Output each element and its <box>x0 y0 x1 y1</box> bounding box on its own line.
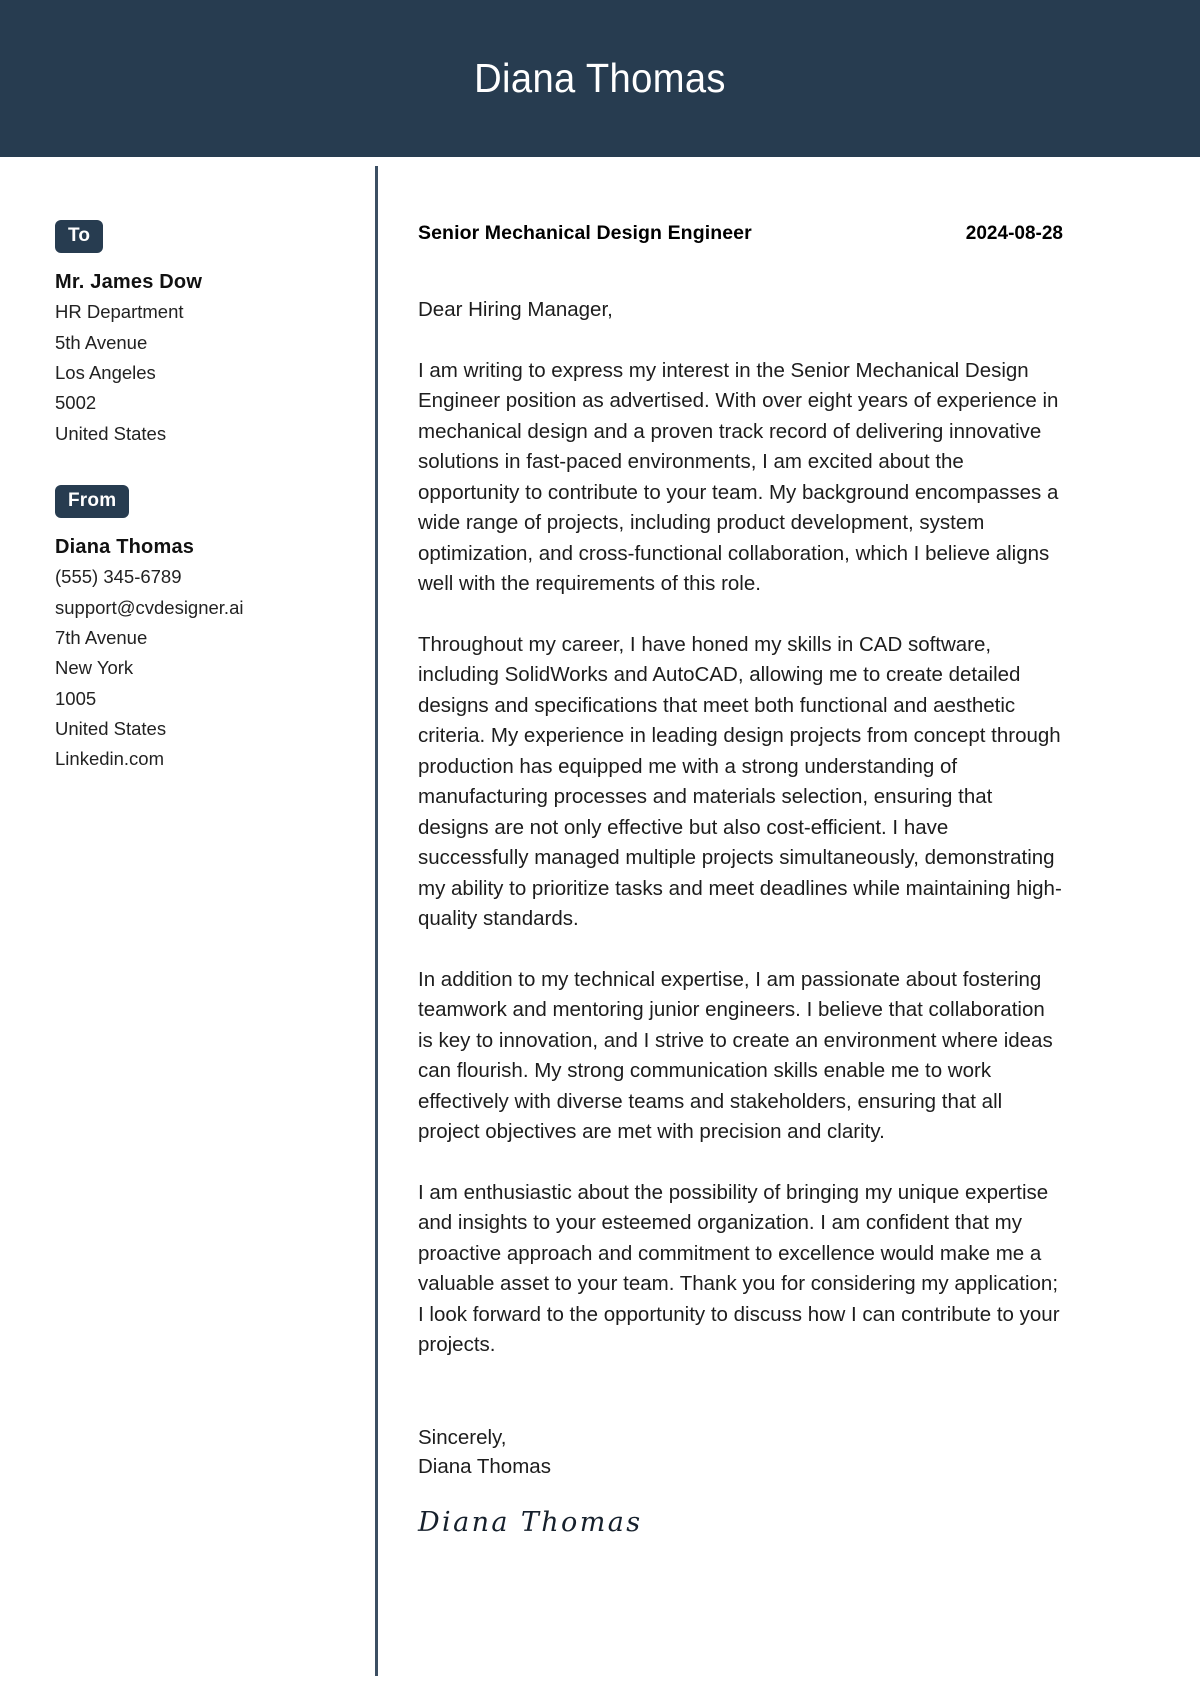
to-address-block <box>55 267 355 449</box>
from-address-block <box>55 532 355 775</box>
letter-paragraph: I am writing to express my interest in the Senior Mechanical Design Engineer position as advertised. With over eight years of experience in mechanical design and a proven track record of delivering innovative solutions in fast-paced environments, I am excited about the opportunity to contribute to your team. My background encompasses a wide range of projects, including product development, system optimization, and cross-functional collaboration, which I believe aligns well with the requirements of this role. <box>418 358 1059 596</box>
closing-name: Diana Thomas <box>418 1454 551 1478</box>
letter-main-column <box>418 157 1063 1538</box>
signature: Diana Thomas <box>418 1506 643 1538</box>
from-address-line: New York <box>55 657 134 679</box>
letter-date: 2024-08-28 <box>965 223 1063 244</box>
to-address-line: United States <box>55 422 167 444</box>
from-email: support@cvdesigner.ai <box>55 596 244 618</box>
salutation: Dear Hiring Manager, <box>418 298 613 321</box>
from-section <box>55 485 355 775</box>
to-badge: To <box>55 220 103 253</box>
closing-block <box>418 1423 1063 1481</box>
to-address-line: HR Department <box>55 301 184 323</box>
from-website: Linkedin.com <box>55 748 165 770</box>
from-address-line: 7th Avenue <box>55 626 148 648</box>
to-address-line: 5002 <box>55 392 97 414</box>
letter-paragraph: In addition to my technical expertise, I am passionate about fostering teamwork and mentoring junior engineers. I believe that collaboration is key to innovation, and I strive to create an environment where ideas can flourish. My strong communication skills enable me to work effectively with diverse teams and stakeholders, ensuring that all project objectives are met with precision and clarity. <box>418 967 1053 1144</box>
sidebar <box>55 157 355 775</box>
to-address-line: Los Angeles <box>55 361 156 383</box>
letter-paragraph: Throughout my career, I have honed my skills in CAD software, including SolidWorks and AutoCAD, allowing me to create detailed designs and specifications that meet both functional and aesthetic criteria. My experience in leading design projects from concept through production has equipped me with a strong understanding of manufacturing processes and materials selection, ensuring that designs are not only effective but also cost-efficient. I have successfully managed multiple projects simultaneously, demonstrating my ability to prioritize tasks and meet deadlines while maintaining high-quality standards. <box>418 632 1062 931</box>
from-phone: (555) 345-6789 <box>55 566 182 588</box>
to-address-line: 5th Avenue <box>55 331 148 353</box>
job-title: Senior Mechanical Design Engineer <box>418 222 752 244</box>
from-sender-name: Diana Thomas <box>55 535 195 558</box>
column-divider <box>375 166 378 1676</box>
from-address-line: United States <box>55 717 167 739</box>
to-section <box>55 220 355 449</box>
to-recipient-name: Mr. James Dow <box>55 270 203 293</box>
page-title: Diana Thomas <box>474 55 726 101</box>
from-address-line: 1005 <box>55 687 97 709</box>
from-badge: From <box>55 485 129 518</box>
letter-paragraph: I am enthusiastic about the possibility of bringing my unique expertise and insights to your esteemed organization. I am confident that my proactive approach and commitment to excellence would make me a valuable asset to your team. Thank you for considering my application; I look forward to the opportunity to discuss how I can contribute to your projects. <box>418 1180 1060 1357</box>
letter-body-area <box>0 157 1200 1684</box>
letter-header-row <box>418 222 1063 245</box>
closing-salutation: Sincerely, <box>418 1425 507 1449</box>
